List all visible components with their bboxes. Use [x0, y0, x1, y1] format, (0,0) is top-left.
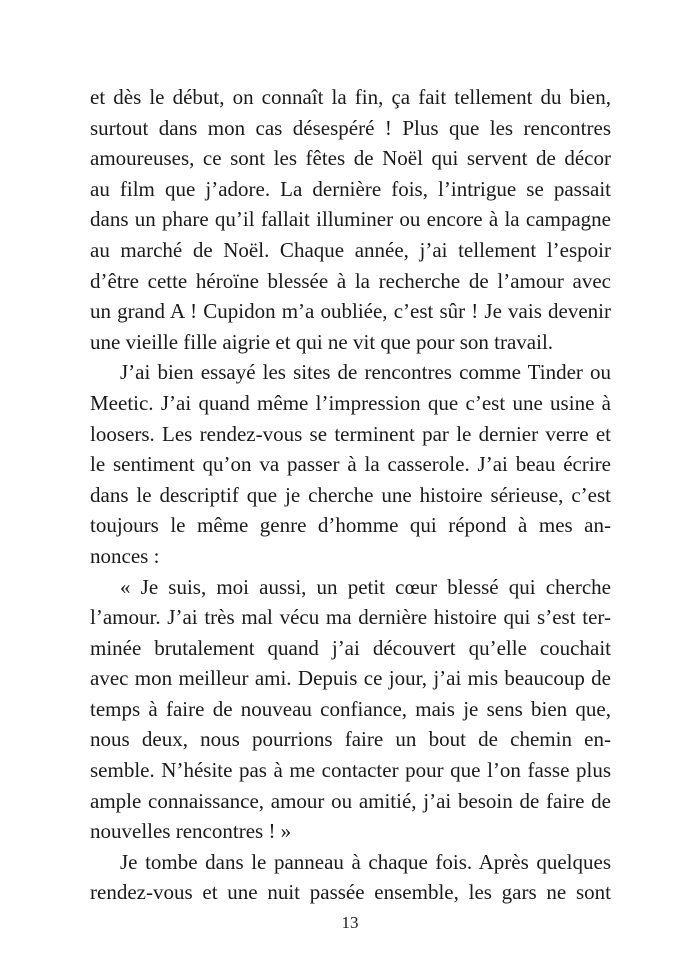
text-line: avec mon meilleur ami. Depuis ce jour, j’ai mis beaucoup de	[90, 666, 611, 691]
text-line: J’ai bien essayé les sites de rencontres comme Tinder ou	[120, 360, 611, 385]
text-line: Meetic. J’ai quand même l’impression que c’est une usine à	[90, 390, 611, 415]
text-line: amoureuses, ce sont les fêtes de Noël qui servent de décor	[90, 146, 611, 171]
text-line: rendez-vous et une nuit passée ensemble, les gars ne sont	[90, 880, 611, 905]
text-line: nous deux, nous pourrions faire un bout de chemin en-	[90, 727, 611, 752]
text-line: un grand A ! Cupidon m’a oubliée, c’est sûr ! Je vais devenir	[90, 299, 611, 324]
text-line: semble. N’hésite pas à me contacter pour que l’on fasse plus	[90, 758, 611, 783]
text-line: le sentiment qu’on va passer à la casserole. J’ai beau écrire	[90, 452, 611, 477]
text-line: l’amour. J’ai très mal vécu ma dernière histoire qui s’est ter-	[90, 605, 611, 630]
text-line: Je tombe dans le panneau à chaque fois. Après quelques	[120, 849, 611, 874]
text-line: toujours le même genre d’homme qui répond à mes an-	[90, 513, 611, 538]
text-line: au film que j’adore. La dernière fois, l’intrigue se passait	[90, 176, 611, 201]
text-line: surtout dans mon cas désespéré ! Plus que les rencontres	[90, 115, 611, 140]
text-line: d’être cette héroïne blessée à la recherche de l’amour avec	[90, 268, 611, 293]
text-line: minée brutalement quand j’ai découvert qu’elle couchait	[90, 635, 611, 660]
text-line: ample connaissance, amour ou amitié, j’ai besoin de faire de	[90, 788, 611, 813]
text-line: nonces :	[90, 543, 160, 568]
text-line: loosers. Les rendez-vous se terminent par le dernier verre et	[90, 421, 611, 446]
text-line: et dès le début, on connaît la fin, ça fait tellement du bien,	[90, 85, 611, 109]
text-line: dans un phare qu’il fallait illuminer ou encore à la campagne	[90, 207, 611, 232]
text-line: temps à faire de nouveau confiance, mais je sens bien que,	[90, 696, 611, 721]
page-number: 13	[341, 913, 359, 932]
page-body	[90, 82, 611, 908]
text-line: « Je suis, moi aussi, un petit cœur blessé qui cherche	[120, 574, 611, 599]
text-line: nouvelles rencontres ! »	[90, 819, 292, 844]
text-line: au marché de Noël. Chaque année, j’ai tellement l’espoir	[90, 237, 611, 262]
text-line: dans le descriptif que je cherche une histoire sérieuse, c’est	[90, 482, 611, 507]
text-line: une vieille fille aigrie et qui ne vit que pour son travail.	[90, 329, 554, 354]
